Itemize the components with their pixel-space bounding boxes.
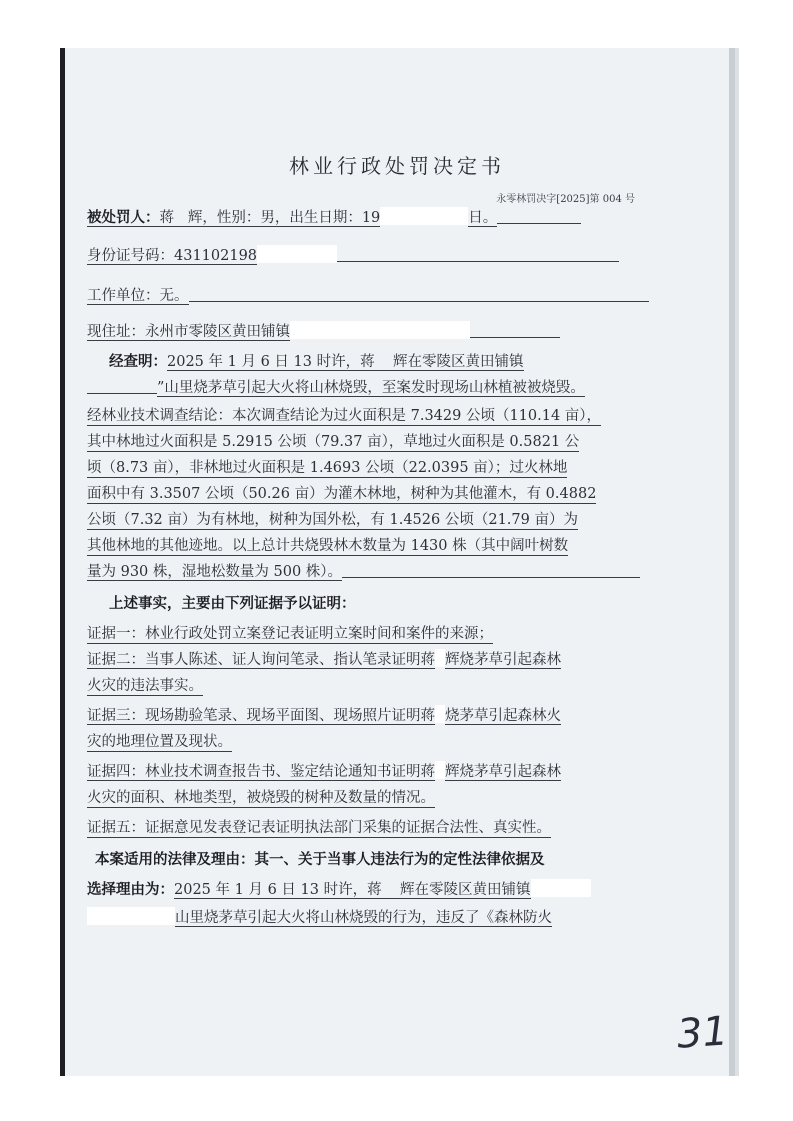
evidence-3: 证据三：现场勘验笔录、现场平面图、现场照片证明蒋 烧茅草引起森林火 [87,704,561,725]
id-value: 431102198 [174,248,258,264]
findings-line-6: 面积中有 3.3507 公顷（50.26 亩）为灌木林地，树种为其他灌木，有 0.4882 [87,482,596,504]
work-label: 工作单位： [87,288,160,304]
document-number: 永零林罚决字[2025]第 004 号 [496,194,635,205]
findings-line-4: 其中林地过火面积是 5.2915 公顷（79.37 亩），草地过火面积是 0.5821 公 [87,430,579,452]
address-label: 现住址： [87,324,145,340]
findings-line-7: 公顷（7.32 亩）为有林地，树种为国外松，有 1.4526 公顷（21.79 亩）为 [87,508,578,530]
party-name-b: 辉，性别：男，出生日期：19 [187,210,381,226]
id-line [87,244,619,265]
address-line [87,320,560,341]
handwritten-page-number: 31 [675,1008,729,1058]
evidence-heading: 上述事实，主要由下列证据予以证明： [109,595,356,612]
redaction-block [531,879,591,897]
redaction-block [380,207,468,225]
address-value: 永州市零陵区黄田铺镇 [145,324,290,340]
findings-label: 经查明： [109,353,167,370]
evidence-4: 证据四：林业技术调查报告书、鉴定结论通知书证明蒋 辉烧茅草引起森林 [87,760,561,781]
party-tail: 日。 [468,210,498,226]
evidence-5: 证据五：证据意见发表登记表证明执法部门采集的证据合法性、真实性。 [87,816,551,838]
party-line [87,206,581,227]
findings-line-9: 量为 930 株，湿地松数量为 500 株）。 [87,560,640,581]
legal-heading: 本案适用的法律及理由：其一、关于当事人违法行为的定性法律依据及 [95,851,545,868]
findings-line-3: 经林业技术调查结论：本次调查结论为过火面积是 7.3429 公顷（110.14 亩）， [87,404,601,426]
redaction-block [290,321,470,339]
redaction-block [257,245,337,263]
work-line [87,284,649,305]
id-label: 身份证号码： [87,248,174,264]
party-name-a: 蒋 [159,210,174,226]
legal-line-2: 选择理由为：2025 年 1 月 6 日 13 时许，蒋 辉在零陵区黄田铺镇 [87,878,591,899]
document-title: 林业行政处罚决定书 [289,154,505,178]
findings-line-1: 经查明：2025 年 1 月 6 日 13 时许，蒋 辉在零陵区黄田铺镇 [109,353,524,370]
findings-line-2: ”山里烧茅草引起大火将山林烧毁，至案发时现场山林植被被烧毁。 [87,376,585,397]
evidence-3-cont: 灾的地理位置及现状。 [87,730,232,752]
work-value: 无。 [159,288,189,304]
redaction-block [87,907,175,925]
evidence-2-cont: 火灾的违法事实。 [87,674,203,696]
evidence-1: 证据一：林业行政处罚立案登记表证明立案时间和案件的来源； [87,622,493,644]
evidence-4-cont: 火灾的面积、林地类型，被烧毁的树种及数量的情况。 [87,786,435,808]
document-page [60,48,729,1076]
evidence-2: 证据二：当事人陈述、证人询问笔录、指认笔录证明蒋 辉烧茅草引起森林 [87,648,561,669]
legal-line-3: 山里烧茅草引起大火将山林烧毁的行为，违反了《森林防火 [87,906,552,927]
party-label: 被处罚人： [87,209,160,226]
findings-line-5: 顷（8.73 亩），非林地过火面积是 1.4693 公顷（22.0395 亩）；过火林地 [87,456,567,478]
findings-line-8: 其他林地的其他迹地。以上总计共烧毁林木数量为 1430 株（其中阔叶树数 [87,534,568,556]
